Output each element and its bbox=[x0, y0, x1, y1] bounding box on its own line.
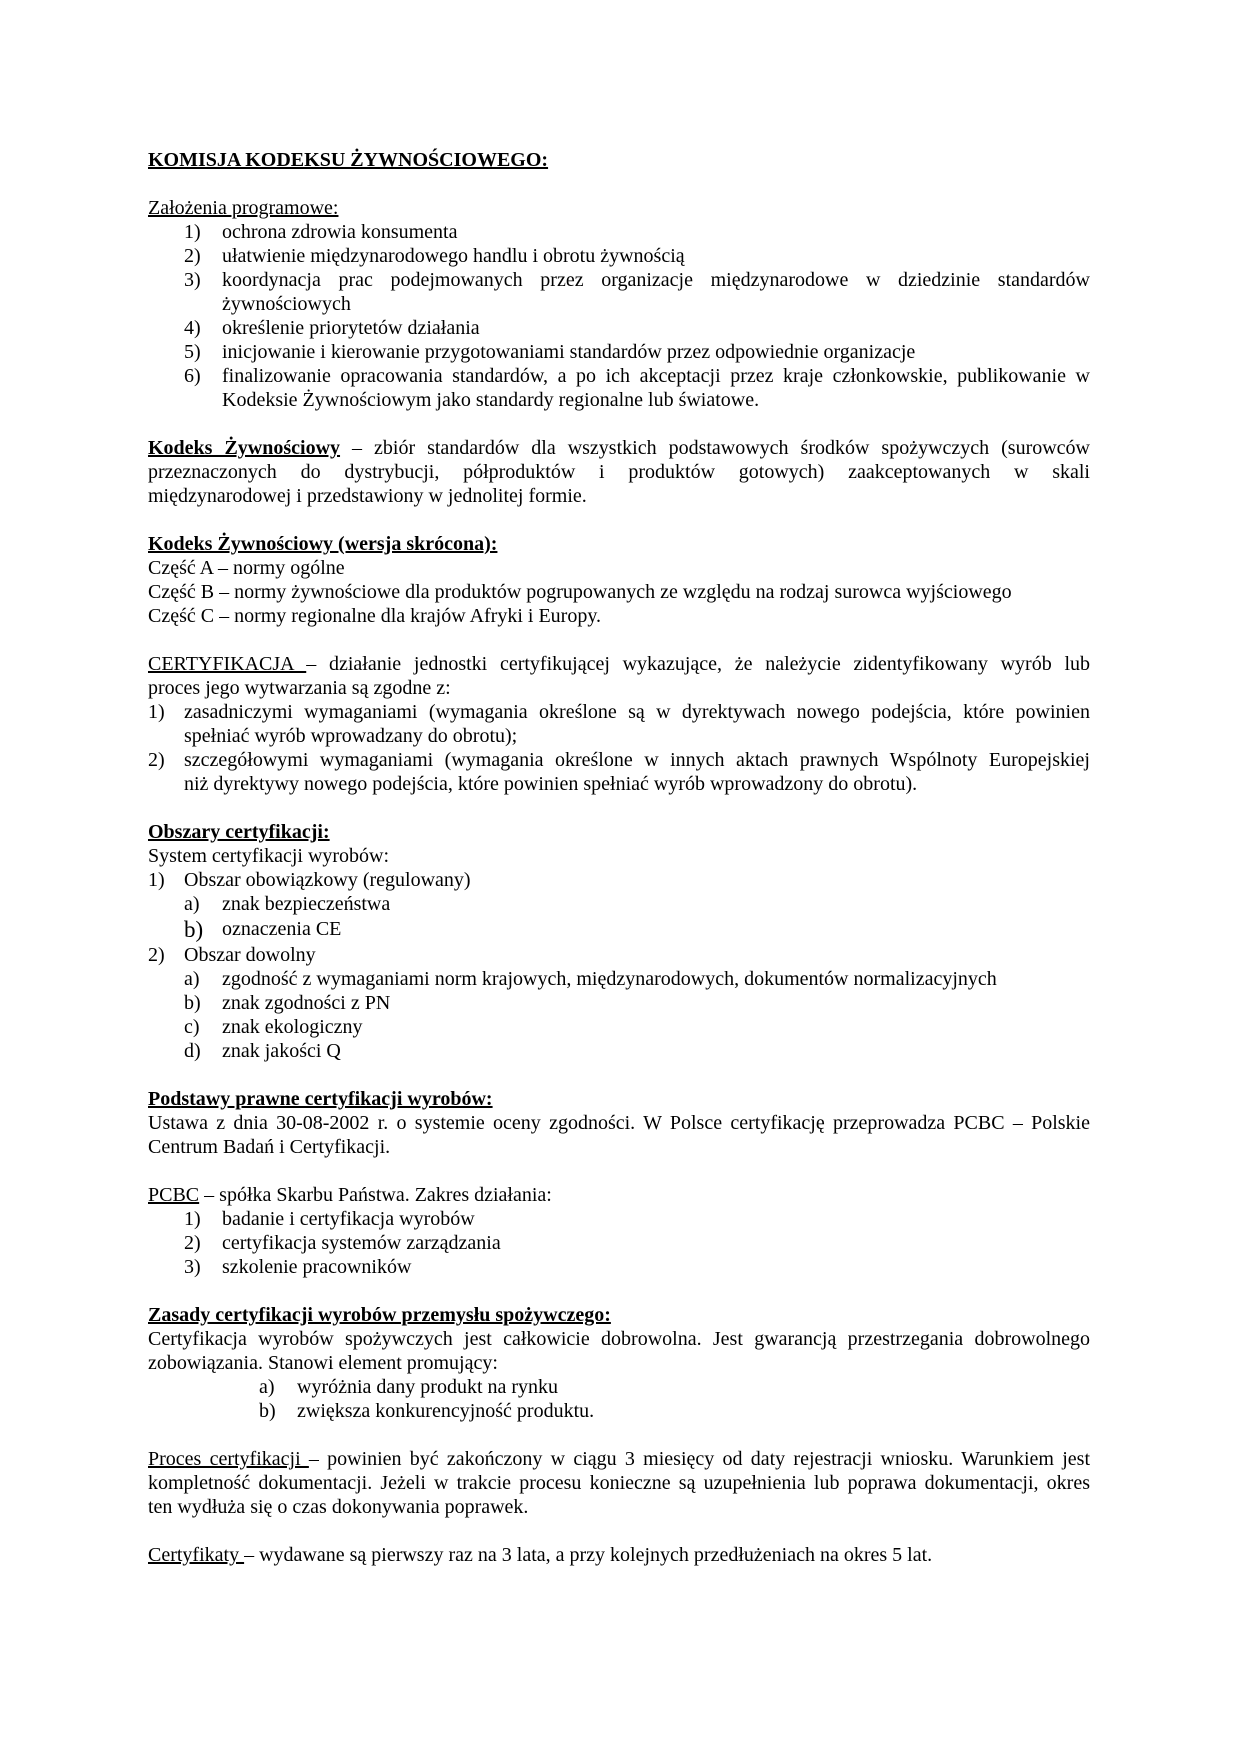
item-number: 2) bbox=[148, 749, 165, 771]
sub-list-item bbox=[148, 1015, 1090, 1039]
item-text: znak ekologiczny bbox=[222, 1016, 363, 1038]
paragraph-line: Certyfikacja wyrobów spożywczych jest całkowicie dobrowolna. Jest gwarancją przestrzegania dobrowolnego bbox=[148, 1328, 1090, 1350]
list-item bbox=[148, 340, 1090, 364]
item-letter: a) bbox=[184, 968, 200, 990]
item-number: 2) bbox=[184, 1232, 201, 1254]
paragraph-line: ten wydłuża się o czas dokonywania poprawek. bbox=[148, 1496, 529, 1518]
item-text: Obszar dowolny bbox=[184, 944, 316, 966]
item-text: szczegółowymi wymaganiami (wymagania określone w innych aktach prawnych Wspólnoty Europejskiej bbox=[184, 749, 1090, 771]
item-text: określenie priorytetów działania bbox=[222, 317, 480, 339]
item-text: ochrona zdrowia konsumenta bbox=[222, 221, 458, 243]
paragraph-line: proces jego wytwarzania są zgodne z: bbox=[148, 677, 451, 699]
item-text: inicjowanie i kierowanie przygotowaniami standardów przez odpowiednie organizacje bbox=[222, 341, 916, 363]
paragraph-line: Centrum Badań i Certyfikacji. bbox=[148, 1136, 391, 1158]
sub-list-item bbox=[148, 967, 1090, 991]
item-text: ułatwienie międzynarodowego handlu i obrotu żywnością bbox=[222, 245, 685, 267]
kodeks-definition bbox=[148, 436, 1090, 508]
sub-list-item bbox=[148, 991, 1090, 1015]
item-letter: a) bbox=[184, 893, 200, 915]
defined-term: Certyfikaty bbox=[148, 1544, 245, 1566]
list-item bbox=[148, 700, 1090, 724]
paragraph-line: międzynarodowej i przedstawiony w jednolitej formie. bbox=[148, 485, 587, 507]
list-item bbox=[148, 220, 1090, 244]
item-text: wyróżnia dany produkt na rynku bbox=[297, 1376, 559, 1398]
sub-list-item bbox=[148, 1039, 1090, 1063]
item-letter: d) bbox=[184, 1040, 201, 1062]
list-item bbox=[148, 943, 1090, 967]
item-text: certyfikacja systemów zarządzania bbox=[222, 1232, 501, 1254]
item-text: znak zgodności z PN bbox=[222, 992, 391, 1014]
item-number: 1) bbox=[148, 869, 165, 891]
paragraph-line: kompletność dokumentacji. Jeżeli w trakcie procesu konieczne są uzupełnienia lub poprawa dokumentacji, okres bbox=[148, 1472, 1090, 1494]
paragraph-line: Część A – normy ogólne bbox=[148, 557, 345, 579]
section-heading: Obszary certyfikacji: bbox=[148, 821, 330, 843]
paragraph-line: System certyfikacji wyrobów: bbox=[148, 845, 390, 867]
podstawy-section bbox=[148, 1087, 1090, 1159]
item-number: 4) bbox=[184, 317, 201, 339]
item-text-continued: niż dyrektywy nowego podejścia, które powinien spełniać wyrób wprowadzony do obrotu). bbox=[184, 773, 918, 795]
item-number: 1) bbox=[148, 701, 165, 723]
obszary-section bbox=[148, 820, 1090, 1063]
list-item bbox=[148, 1207, 1090, 1231]
item-text-continued: Kodeksie Żywnościowym jako standardy regionalne lub światowe. bbox=[222, 389, 760, 411]
item-text: finalizowanie opracowania standardów, a po ich akceptacji przez kraje członkowskie, publikowanie w bbox=[222, 365, 1090, 387]
paragraph-line: Część C – normy regionalne dla krajów Afryki i Europy. bbox=[148, 605, 602, 627]
defined-term: PCBC bbox=[148, 1184, 200, 1206]
item-number: 1) bbox=[184, 1208, 201, 1230]
pcbc-section bbox=[148, 1183, 1090, 1279]
item-number: 1) bbox=[184, 221, 201, 243]
sub-list-item bbox=[148, 892, 1090, 916]
item-text: oznaczenia CE bbox=[222, 918, 342, 940]
section-heading: Zasady certyfikacji wyrobów przemysłu spożywczego: bbox=[148, 1304, 611, 1326]
item-text: koordynacja prac podejmowanych przez organizacje międzynarodowe w dziedzinie standardów bbox=[222, 269, 1090, 291]
paragraph-line bbox=[148, 1447, 1090, 1471]
item-number: 5) bbox=[184, 341, 201, 363]
sub-list-item bbox=[148, 1399, 1090, 1423]
item-text-continued: żywnościowych bbox=[222, 293, 351, 315]
section-heading: Założenia programowe: bbox=[148, 197, 339, 219]
list-item bbox=[148, 1255, 1090, 1279]
sub-list-item bbox=[148, 1375, 1090, 1399]
proces-section bbox=[148, 1447, 1090, 1519]
document-page bbox=[148, 148, 1090, 1567]
list-item bbox=[148, 316, 1090, 340]
item-text: zasadniczymi wymaganiami (wymagania określone są w dyrektywach nowego podejścia, które powinien bbox=[184, 701, 1090, 723]
item-text: badanie i certyfikacja wyrobów bbox=[222, 1208, 475, 1230]
item-number: 6) bbox=[184, 365, 201, 387]
section-heading: Kodeks Żywnościowy (wersja skrócona): bbox=[148, 533, 498, 555]
certyfikacja-section bbox=[148, 652, 1090, 796]
paragraph-line: Ustawa z dnia 30-08-2002 r. o systemie oceny zgodności. W Polsce certyfikację przeprowadza PCBC – Polskie bbox=[148, 1112, 1090, 1134]
paragraph-line bbox=[148, 1543, 1090, 1567]
definition-text: – zbiór standardów dla wszystkich podstawowych środków spożywczych (surowców bbox=[340, 437, 1091, 459]
defined-term: CERTYFIKACJA bbox=[148, 653, 307, 675]
defined-term: Proces certyfikacji bbox=[148, 1448, 309, 1470]
list-item bbox=[148, 748, 1090, 772]
list-item bbox=[148, 1231, 1090, 1255]
list-item bbox=[148, 364, 1090, 388]
item-letter: b) bbox=[184, 992, 201, 1014]
paragraph-line bbox=[148, 436, 1090, 460]
item-text: szkolenie pracowników bbox=[222, 1256, 412, 1278]
zasady-section bbox=[148, 1303, 1090, 1423]
paragraph-line: Część B – normy żywnościowe dla produktów pogrupowanych ze względu na rodzaj surowca wyjściowego bbox=[148, 581, 1012, 603]
paragraph-line: zobowiązania. Stanowi element promujący: bbox=[148, 1352, 498, 1374]
certyfikaty-section bbox=[148, 1543, 1090, 1567]
section-heading: Podstawy prawne certyfikacji wyrobów: bbox=[148, 1088, 493, 1110]
sub-list-item bbox=[148, 916, 1090, 943]
paragraph-line bbox=[148, 652, 1090, 676]
item-letter: c) bbox=[184, 1016, 200, 1038]
item-number: 2) bbox=[184, 245, 201, 267]
item-text: zgodność z wymaganiami norm krajowych, międzynarodowych, dokumentów normalizacyjnych bbox=[222, 968, 997, 990]
item-text: zwiększa konkurencyjność produktu. bbox=[297, 1400, 595, 1422]
item-number: 3) bbox=[184, 269, 201, 291]
list-item bbox=[148, 868, 1090, 892]
list-item bbox=[148, 268, 1090, 292]
item-text-continued: spełniać wyrób wprowadzany do obrotu); bbox=[184, 725, 518, 747]
list-item bbox=[148, 244, 1090, 268]
defined-term: Kodeks Żywnościowy bbox=[148, 437, 341, 459]
paragraph-line bbox=[148, 1183, 1090, 1207]
definition-text: – powinien być zakończony w ciągu 3 miesięcy od daty rejestracji wniosku. Warunkiem jest bbox=[308, 1448, 1090, 1470]
item-text: Obszar obowiązkowy (regulowany) bbox=[184, 869, 471, 891]
definition-text: – wydawane są pierwszy raz na 3 lata, a przy kolejnych przedłużeniach na okres 5 lat. bbox=[244, 1544, 933, 1566]
document-title: KOMISJA KODEKSU ŻYWNOŚCIOWEGO: bbox=[148, 149, 549, 171]
item-text: znak jakości Q bbox=[222, 1040, 341, 1062]
definition-text: – działanie jednostki certyfikującej wykazujące, że należycie zidentyfikowany wyrób lub bbox=[306, 653, 1090, 675]
item-text: znak bezpieczeństwa bbox=[222, 893, 391, 915]
item-letter: a) bbox=[259, 1376, 275, 1398]
kodeks-skrocony-section bbox=[148, 532, 1090, 628]
item-letter: b) bbox=[184, 917, 204, 942]
paragraph-line: przeznaczonych do dystrybucji, półproduktów i produktów gotowych) zaakceptowanych w skali bbox=[148, 461, 1090, 483]
item-number: 2) bbox=[148, 944, 165, 966]
item-letter: b) bbox=[259, 1400, 276, 1422]
zalozenia-section bbox=[148, 196, 1090, 412]
item-number: 3) bbox=[184, 1256, 201, 1278]
definition-text: – spółka Skarbu Państwa. Zakres działania: bbox=[199, 1184, 552, 1206]
